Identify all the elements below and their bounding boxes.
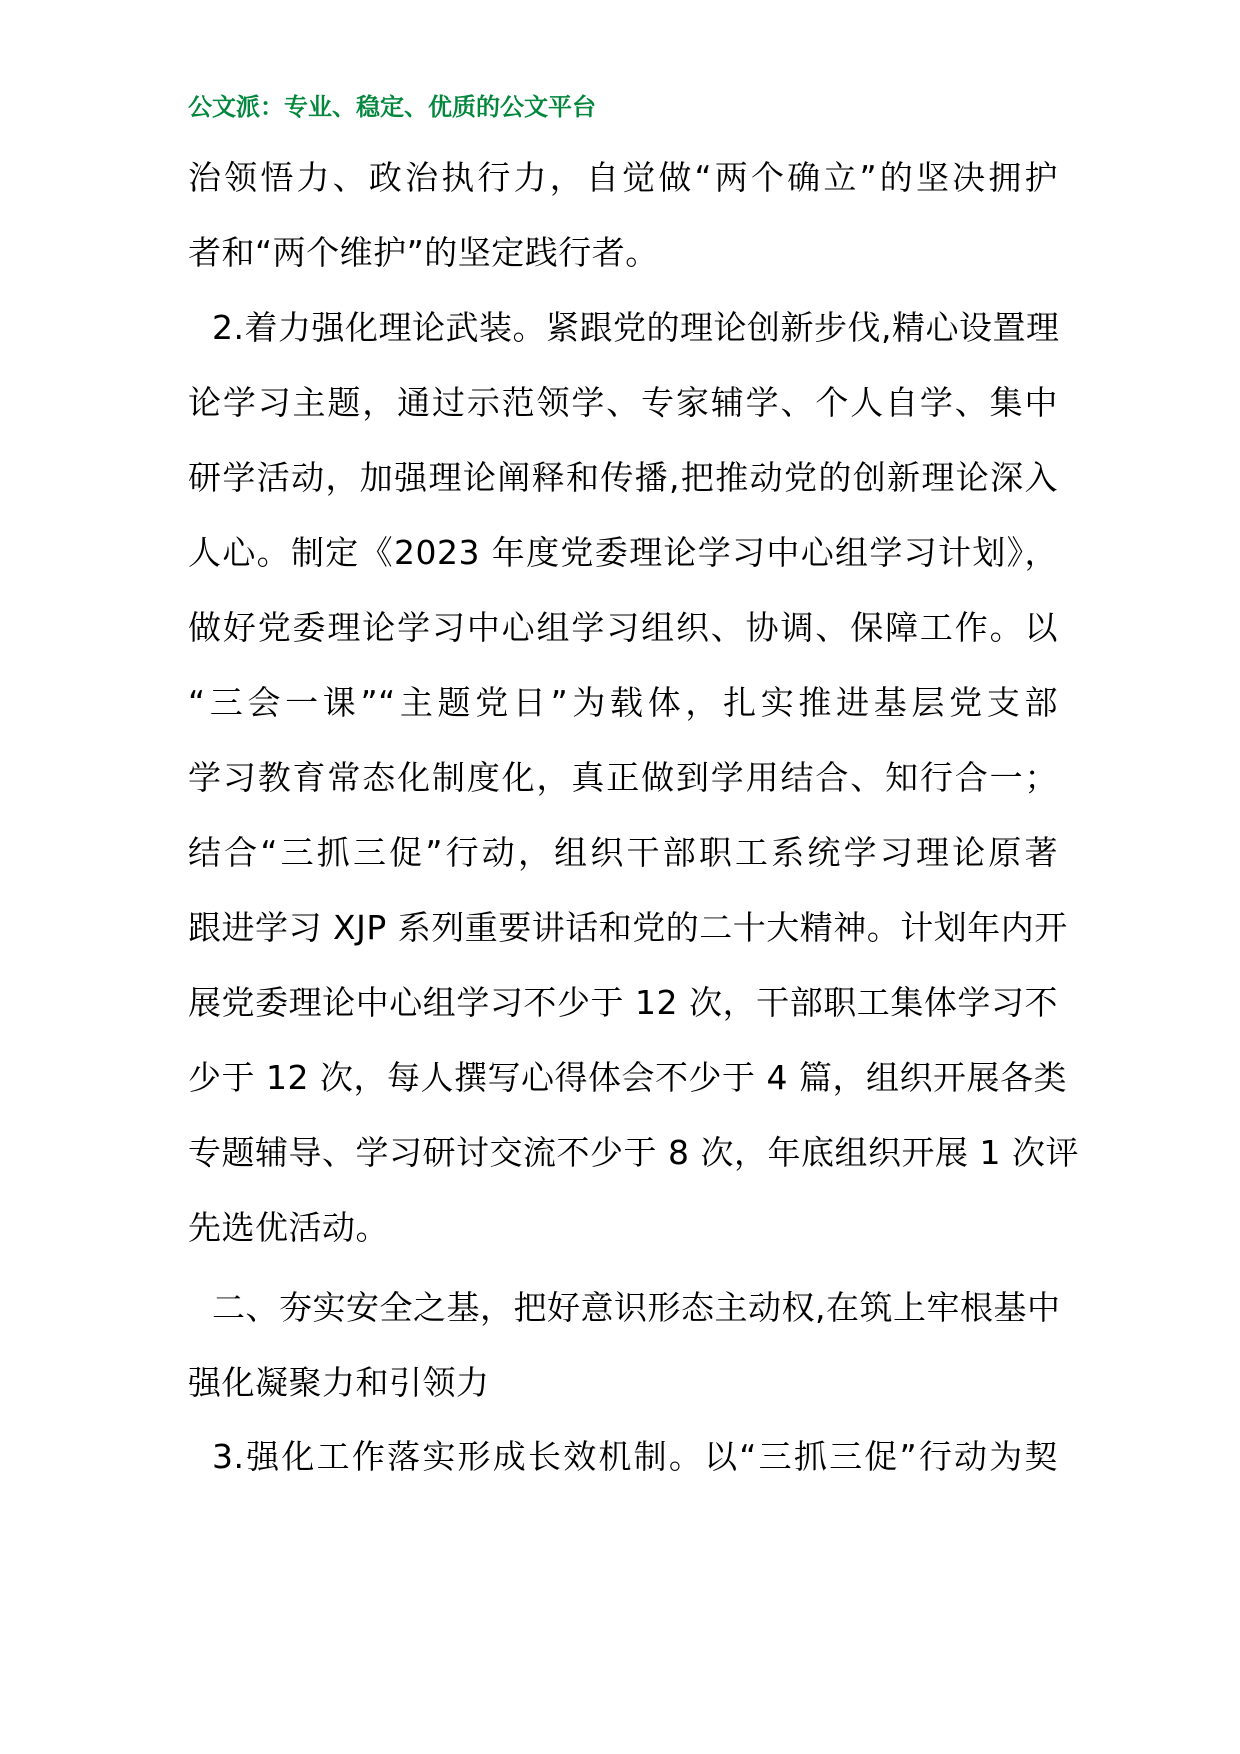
text-line: 2.着力强化理论武装。紧跟党的理论创新步伐,精心设置理 [212,308,1060,347]
section-heading [188,1270,1061,1420]
text-line: 做好党委理论学习中心组学习组织、协调、保障工作。以 [188,608,1058,647]
text-line: “三会一课”“主题党日”为载体，扎实推进基层党支部 [188,683,1058,722]
text-line: 二、夯实安全之基，把好意识形态主动权,在筑上牢根基中 [212,1288,1061,1327]
page-header: 公文派：专业、稳定、优质的公文平台 [188,92,596,121]
paragraph-3 [188,1419,1058,1494]
text-line: 治领悟力、政治执行力，自觉做“两个确立”的坚决拥护 [188,158,1058,197]
text-line: 强化凝聚力和引领力 [188,1363,490,1402]
paragraph-2 [188,290,1079,1265]
paragraph-1 [188,140,1058,290]
text-line: 先选优活动。 [188,1208,389,1247]
text-line: 者和“两个维护”的坚定践行者。 [188,233,659,272]
text-line: 展党委理论中心组学习不少于 12 次，干部职工集体学习不 [188,983,1058,1022]
text-line: 论学习主题，通过示范领学、专家辅学、个人自学、集中 [188,383,1058,422]
text-line: 人心。制定《2023 年度党委理论学习中心组学习计划》， [188,533,1058,572]
text-line: 专题辅导、学习研讨交流不少于 8 次，年底组织开展 1 次评 [188,1133,1079,1172]
text-line: 学习教育常态化制度化，真正做到学用结合、知行合一； [188,758,1058,797]
text-line: 3.强化工作落实形成长效机制。以“三抓三促”行动为契 [212,1437,1058,1476]
text-line: 跟进学习 XJP 系列重要讲话和党的二十大精神。计划年内开 [188,908,1068,947]
text-line: 结合“三抓三促”行动，组织干部职工系统学习理论原著 [188,833,1058,872]
text-line: 研学活动，加强理论阐释和传播,把推动党的创新理论深入 [188,458,1058,497]
text-line: 少于 12 次，每人撰写心得体会不少于 4 篇，组织开展各类 [188,1058,1067,1097]
